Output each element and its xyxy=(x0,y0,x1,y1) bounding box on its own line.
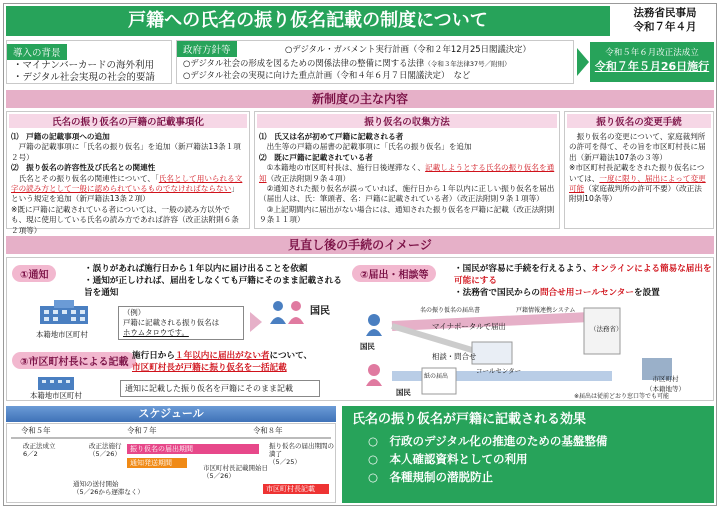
timeline-axis xyxy=(11,437,331,439)
event-label: 振り仮名の届出期間の満了 xyxy=(269,442,334,458)
record-highlight: 市区町村長が戸籍に振り仮名を一括記載 xyxy=(132,363,287,373)
event-enforcement xyxy=(89,442,122,458)
col1-item xyxy=(11,174,245,205)
year-label: 令和８年 xyxy=(253,426,283,435)
col1-body xyxy=(7,130,249,238)
background-heading: 導入の背景 xyxy=(7,44,67,60)
policy-item: ○デジタル・ガバメント実行計画（令和２年12月25日閣議決定） xyxy=(285,44,531,54)
report-bullet xyxy=(454,263,712,287)
col1-item: ⑵ 振り仮名の許容性及び氏名との関連性 xyxy=(11,163,156,173)
col2-text: （改正法附則９条４項） xyxy=(266,173,351,183)
event-date: （5／26） xyxy=(203,472,235,480)
event-label: 市区町村長記載開始日 xyxy=(203,464,268,472)
col1-item: 戸籍の記載事項に「氏名の振り仮名」を追加（新戸籍法13条１項２号） xyxy=(11,142,241,162)
record-chip: ③市区町村長による記載 xyxy=(12,352,136,369)
report-text: を設置 xyxy=(633,288,660,298)
background-item: ・デジタル社会実現の社会的要請 xyxy=(13,72,155,83)
col3-heading: 振り仮名の変更手続 xyxy=(567,114,711,128)
ministry-block xyxy=(616,6,714,34)
effect-item: ○ 行政のデジタル化の推進のための基盤整備 xyxy=(368,434,608,448)
diagram-city-name: 市区町村 xyxy=(652,375,679,383)
call-center-icon xyxy=(472,342,512,364)
diagram-inquiry-label: 相談・問合せ xyxy=(432,352,477,361)
diagram-citizen-1: 国民 xyxy=(360,342,375,351)
record-line xyxy=(132,350,342,362)
year-label: 令和５年 xyxy=(21,426,51,435)
policy-item xyxy=(183,58,511,69)
event-notice-start xyxy=(73,480,144,496)
report-period-bar: 振り仮名の届出期間 xyxy=(127,444,259,454)
letter-example: （例） xyxy=(123,308,146,317)
furigana-collection-panel xyxy=(254,111,560,229)
col3-text: ※市区町村長記載をされた振り仮名については、 xyxy=(569,163,705,183)
diagram-city-sub: （本籍地等） xyxy=(646,385,685,393)
diagram-call-center-label: コールセンター xyxy=(476,367,522,375)
event-date: （5／26から遅滞なく） xyxy=(73,488,144,496)
col2-item xyxy=(259,163,555,184)
schedule-panel xyxy=(6,423,336,503)
new-system-heading: 新制度の主な内容 xyxy=(6,90,714,108)
col2-heading: 振り仮名の収集方法 xyxy=(257,114,557,128)
diagram-paper-label: 紙の届出 xyxy=(424,373,449,380)
effects-heading: 氏名の振り仮名が戸籍に記載される効果 xyxy=(352,412,587,427)
diagram-portal-label: マイナポータルで届出 xyxy=(432,322,506,331)
enforcement-date: 令和７年５月26日施行 xyxy=(594,60,710,73)
year-label: 令和７年 xyxy=(127,426,157,435)
notice-bullets xyxy=(84,263,344,299)
col2-item: ⑵ 既に戸籍に記載されている者 xyxy=(259,152,373,162)
notice-period-bar: 通知発送期間 xyxy=(127,458,187,468)
effects-panel xyxy=(342,406,714,503)
policy-box xyxy=(176,40,574,84)
diagram-city-label xyxy=(646,374,685,394)
policy-item-note: （令和３年法律37号／附則） xyxy=(424,60,511,68)
col2-text: ①本籍地の市区町村長は、施行日後遅滞なく、 xyxy=(259,163,426,173)
notice-bullet: ・通知が正しければ、届出をしなくても戸籍にそのまま記載される旨を通知 xyxy=(84,276,342,298)
policy-item-text: ○デジタル社会の形成を図るための関係法律の整備に関する法律 xyxy=(183,58,425,68)
city-hall-icon xyxy=(36,374,76,390)
effect-item: ○ 各種規制の潜脱防止 xyxy=(368,470,494,484)
report-bullets xyxy=(454,263,712,299)
arrow-right-icon xyxy=(250,312,262,332)
col3-body xyxy=(565,130,713,207)
citizen-label: 国民 xyxy=(310,306,330,317)
process-image-heading: 見直し後の手続のイメージ xyxy=(6,236,714,254)
event-label: 改正法施行 xyxy=(89,442,122,450)
enforcement-box xyxy=(590,42,714,82)
furigana-change-panel xyxy=(564,111,714,229)
letter-line: 戸籍に記載される振り仮名は xyxy=(123,318,220,327)
record-text-part: について、 xyxy=(269,351,313,361)
issue-date: 令和７年４月 xyxy=(633,21,697,33)
record-city-label: 本籍地市区町村 xyxy=(30,391,82,400)
col3-item xyxy=(569,163,709,205)
col1-item: ※既に戸籍に記載されている者については、一般の読み方以外でも、現に使用している氏名の読み方であれば許容（改正法附則６条２項等） xyxy=(11,204,239,235)
col1-text: 」という規定を追加（新戸籍法13条２項） xyxy=(11,184,239,204)
report-highlight: オンラインによる簡易な届出を可能にする xyxy=(454,264,712,286)
diagram-form-label: 名の振り仮名の届出書 xyxy=(420,307,481,314)
col1-heading: 氏名の振り仮名の戸籍の記載事項化 xyxy=(9,114,247,128)
event-date: 6／2 xyxy=(23,450,38,458)
col2-item: ②通知された振り仮名が誤っていれば、施行日から１年以内に正しい振り仮名を届出（届出人は、氏：筆頭者、名：戸籍に記載されている者）（改正法附則９条１項等） xyxy=(259,184,555,204)
diagram-citizen-2: 国民 xyxy=(396,388,411,397)
report-text: ・法務省で国民からの xyxy=(454,288,540,298)
report-text: ・国民が容易に手続を行えるよう、 xyxy=(454,264,592,274)
diagram-system-label: 戸籍情報連携システム xyxy=(516,307,576,314)
col2-item: ⑴ 氏又は名が初めて戸籍に記載される者 xyxy=(259,132,404,141)
letter-line: ホウムタロウです。 xyxy=(123,328,189,337)
record-text-part: 施行日から xyxy=(132,351,175,361)
col2-item: 出生等の戸籍の届書の記載事項に「氏名の振り仮名」を追加 xyxy=(259,142,472,152)
record-highlight: １年以内に届出がない者 xyxy=(174,351,270,361)
record-text xyxy=(132,350,342,374)
diagram-moj-label: （法務省） xyxy=(590,325,623,333)
law-passed-label: 令和５年６月改正法成立 xyxy=(605,48,699,58)
notice-chip: ①通知 xyxy=(12,265,56,282)
col3-text: （家庭裁判所の許可不要）（改正法附則10条等） xyxy=(569,184,702,204)
report-chip: ②届出・相談等 xyxy=(352,265,436,282)
col2-highlight: 記載しようとする氏名の振り仮名を通知 xyxy=(259,163,555,183)
event-date: （5／26） xyxy=(89,450,121,458)
notice-letter xyxy=(118,306,244,340)
ministry-name: 法務省民事局 xyxy=(633,7,697,19)
schedule-heading: スケジュール xyxy=(6,406,336,422)
col2-item: ③上記期間内に届出がない場合には、通知された振り仮名を戸籍に記載（改正法附則９条１１項） xyxy=(259,204,555,225)
col2-body xyxy=(255,130,559,228)
col3-highlight: 一度に限り、届出によって変更可能 xyxy=(569,173,706,194)
diagram-note: ※届出は従前どおり窓口等でも可能 xyxy=(574,393,670,400)
notice-bullet: ・誤りがあれば施行日から１年以内に届け出ることを依頼 xyxy=(84,264,308,274)
event-label: 改正法成立 xyxy=(23,442,56,450)
policy-item: ○デジタル社会の実現に向けた重点計画（令和４年６月７日閣議決定） など xyxy=(183,70,471,80)
record-box: 通知に記載した振り仮名を戸籍にそのまま記載 xyxy=(120,380,320,397)
background-item: ・マイナンバーカードの海外利用 xyxy=(13,60,154,71)
city-hall-icon xyxy=(36,300,92,326)
event-record-start xyxy=(203,464,268,480)
col3-item: 振り仮名の変更について、家庭裁判所の許可を得て、その旨を市区町村長に届出（新戸籍法107条の３等） xyxy=(569,132,706,162)
policy-heading: 政府方針等 xyxy=(177,41,237,57)
furigana-registration-panel xyxy=(6,111,250,235)
event-label: 通知の送付開始 xyxy=(73,480,119,488)
background-box xyxy=(6,40,172,84)
city-record-bar: 市区町村長記載 xyxy=(263,484,329,494)
city-label: 本籍地市区町村 xyxy=(36,330,88,339)
col1-highlight: 氏名として用いられる文字の読み方として一般に認められているものでなければならない xyxy=(11,173,243,194)
event-date: （5／25） xyxy=(269,458,301,466)
arrow-right-icon xyxy=(577,48,589,76)
col1-text: 氏名とその振り仮名の関連性について、「 xyxy=(11,173,159,183)
citizen-icon xyxy=(268,300,306,324)
col1-item: ⑴ 戸籍の記載事項への追加 xyxy=(11,132,110,141)
page-title: 戸籍への氏名の振り仮名記載の制度について xyxy=(6,6,610,36)
event-law-passed xyxy=(23,442,56,458)
report-highlight: 問合せ用コールセンター xyxy=(539,288,634,298)
event-deadline xyxy=(269,442,335,466)
effect-item: ○ 本人確認資料としての利用 xyxy=(368,452,528,466)
